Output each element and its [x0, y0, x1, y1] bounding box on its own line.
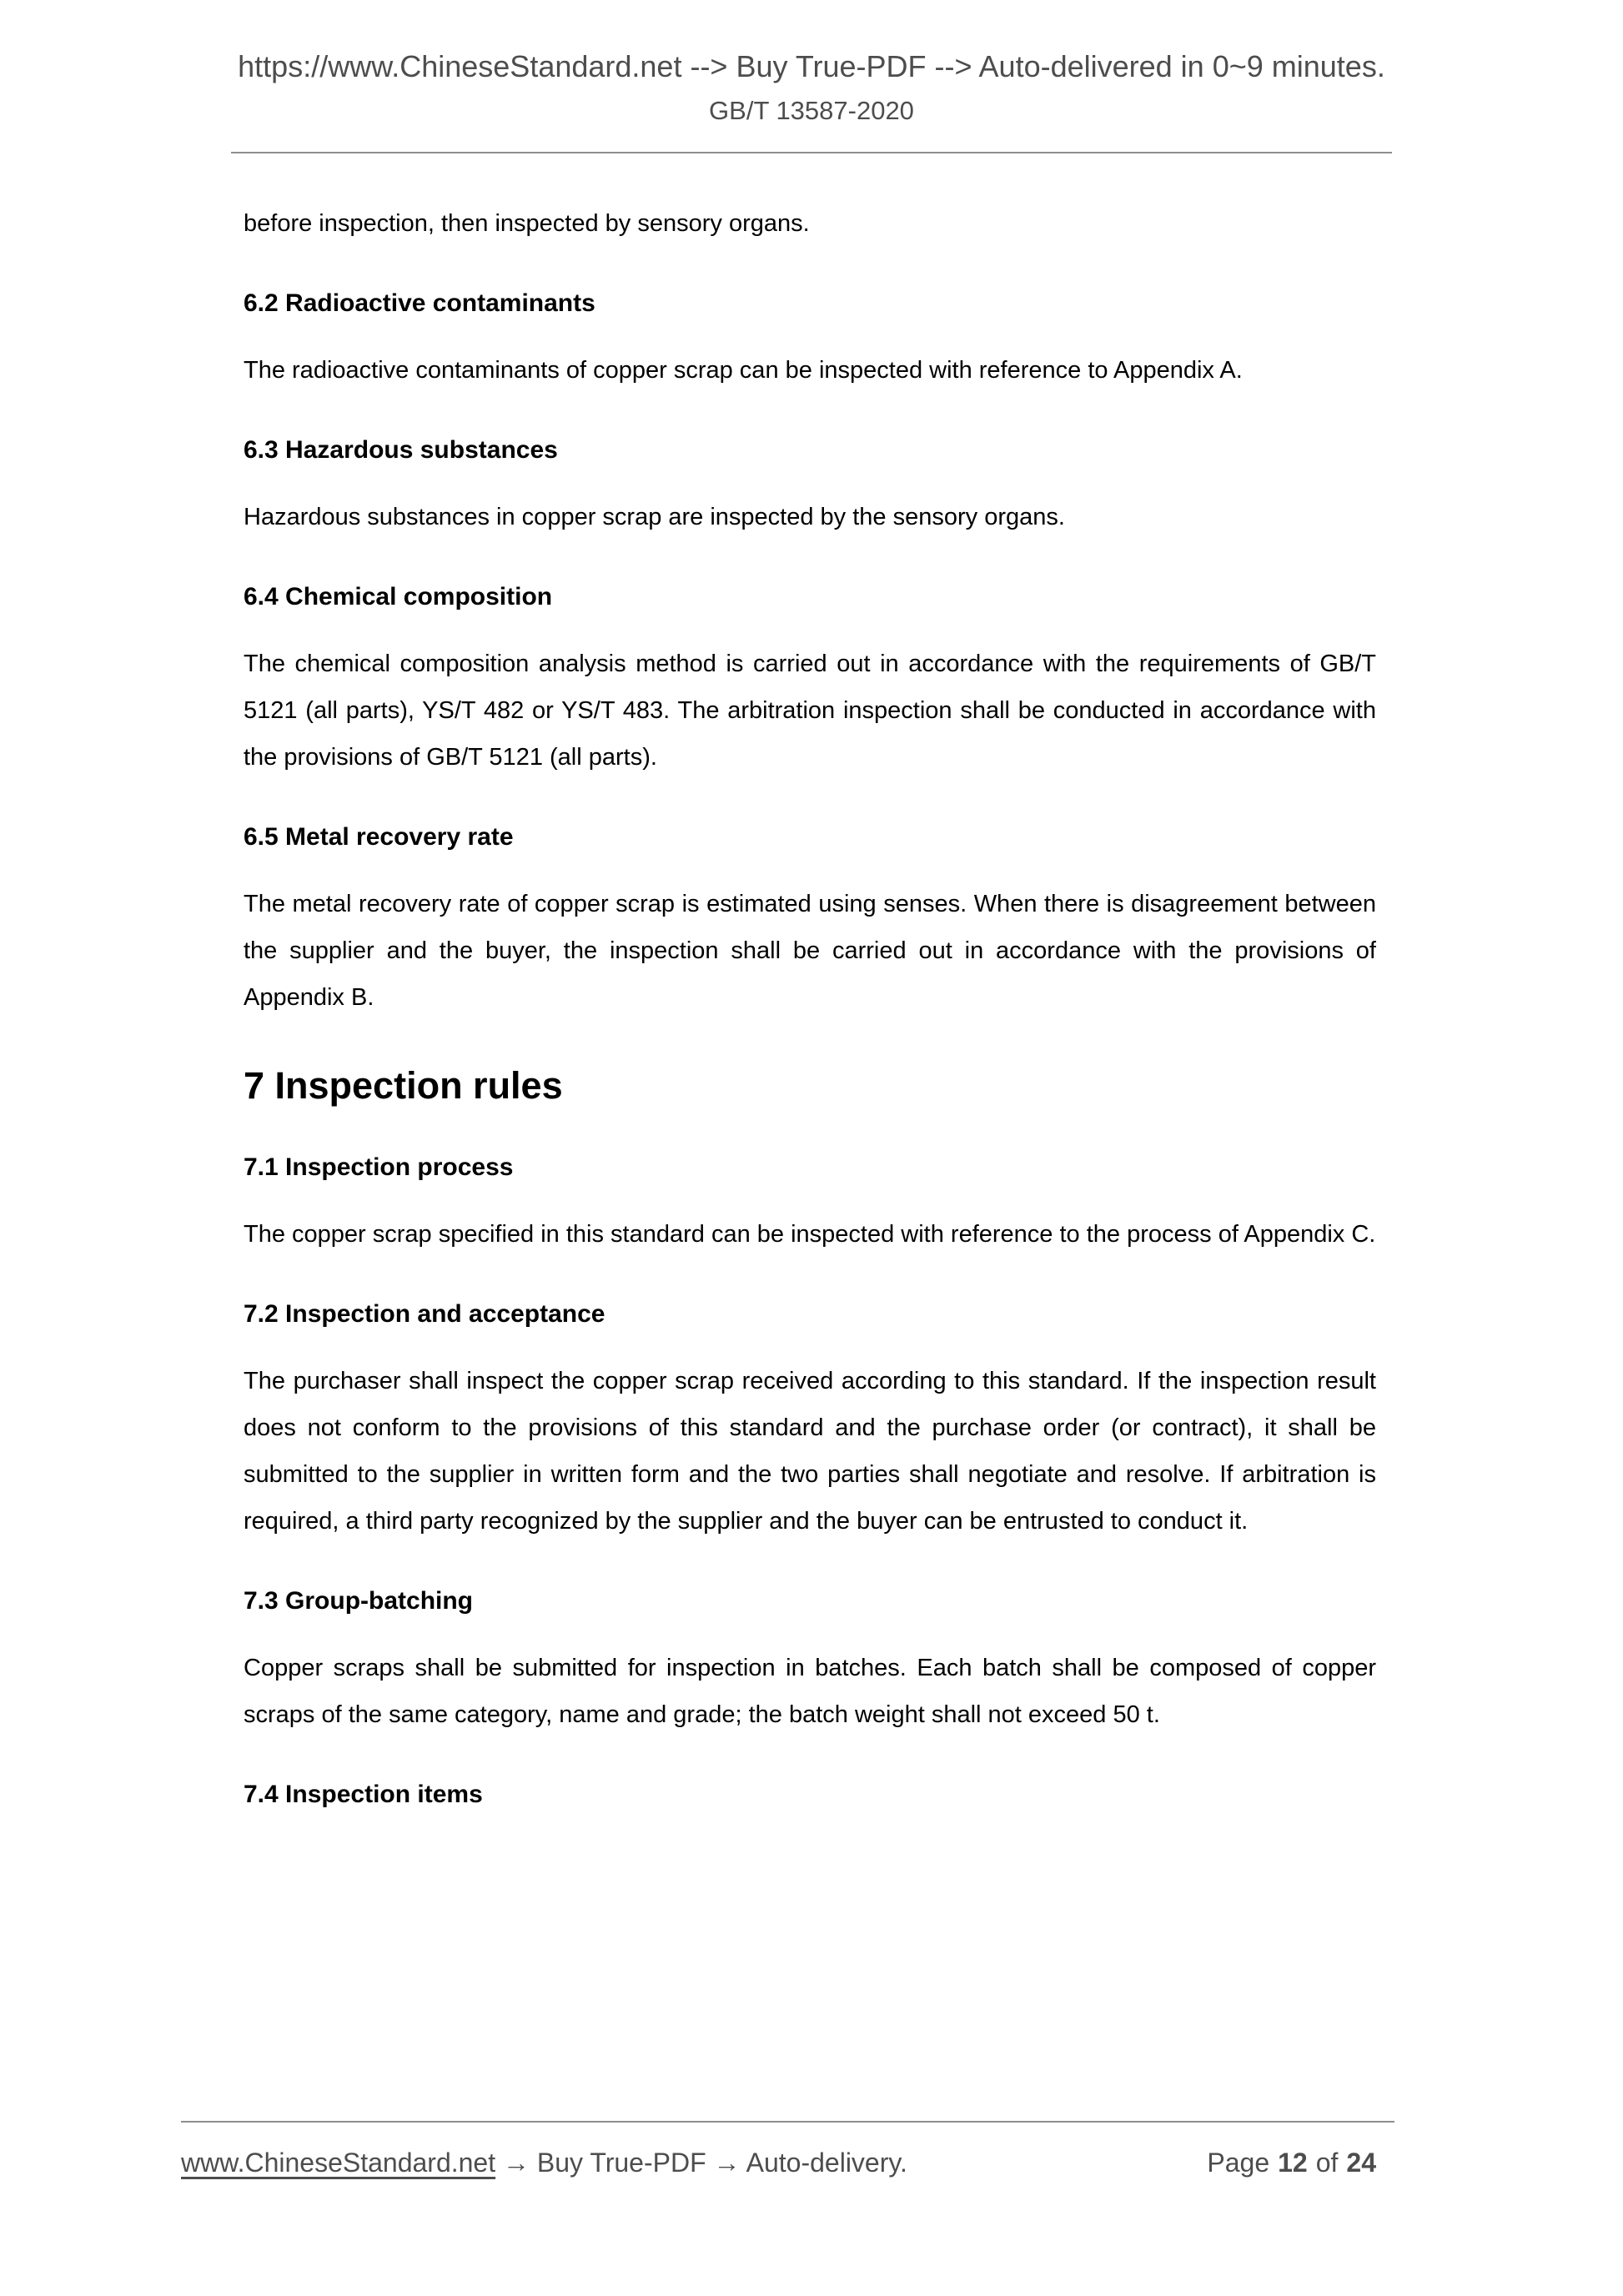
section-heading-7-1: 7.1 Inspection process: [244, 1153, 514, 1181]
header-divider: [231, 152, 1392, 153]
section-heading-6-3: 6.3 Hazardous substances: [244, 436, 558, 464]
chapter-heading-7: 7 Inspection rules: [244, 1064, 563, 1107]
section-paragraph-7-1: The copper scrap specified in this standard can be inspected with reference to the process of Appendix C.: [244, 1221, 1376, 1248]
page-header: [0, 0, 1623, 153]
footer-site-link[interactable]: www.ChineseStandard.net: [181, 2148, 496, 2178]
section-paragraph-7-3: Copper scraps shall be submitted for inspection in batches. Each batch shall be composed of copper scraps of the same category, name and grade; the batch weight shall not exceed 50 t.: [244, 1655, 1376, 1728]
section-paragraph-7-2: The purchaser shall inspect the copper scrap received according to this standard. If the inspection result does not conform to the provisions of this standard and the purchase order (or contract), it shall be submitted to the supplier in written form and the two parties shall negotiate and resolve. If arbitration is required, a third party recognized by the supplier and the buyer can be entrusted to conduct it.: [244, 1368, 1376, 1535]
page-of-label: of: [1315, 2148, 1339, 2178]
doc-number: GB/T 13587-2020: [709, 96, 914, 125]
section-paragraph-6-5: The metal recovery rate of copper scrap is estimated using senses. When there is disagreement between the supplier and the buyer, the inspection shall be carried out in accordance with the provisions of Appendix B.: [244, 891, 1376, 1011]
section-paragraph-6-3: Hazardous substances in copper scrap are inspected by the sensory organs.: [244, 504, 1065, 530]
section-heading-6-5: 6.5 Metal recovery rate: [244, 823, 514, 851]
page-label: Page: [1207, 2148, 1270, 2178]
section-heading-7-4: 7.4 Inspection items: [244, 1781, 483, 1808]
page-total: 24: [1346, 2148, 1376, 2178]
section-paragraph-6-2: The radioactive contaminants of copper scrap can be inspected with reference to Appendix A.: [244, 357, 1243, 384]
section-paragraph-6-4: The chemical composition analysis method is carried out in accordance with the requirements of GB/T 5121 (all parts), YS/T 482 or YS/T 483. The arbitration inspection shall be conducted in accordance with the provisions of GB/T 5121 (all parts).: [244, 651, 1376, 771]
footer-tagline: → Buy True-PDF → Auto-delivery.: [495, 2148, 907, 2178]
header-url-line: https://www.ChineseStandard.net --> Buy True-PDF --> Auto-delivered in 0~9 minutes.: [238, 49, 1385, 83]
paragraph-continuation: before inspection, then inspected by sensory organs.: [244, 210, 810, 237]
page-indicator: [1207, 2148, 1376, 2178]
section-heading-6-2: 6.2 Radioactive contaminants: [244, 289, 595, 317]
footer-divider: [181, 2121, 1394, 2123]
page-current: 12: [1278, 2148, 1308, 2178]
footer-site-line: [181, 2148, 907, 2178]
page-footer: [181, 2121, 1394, 2178]
document-body: [244, 200, 1376, 1818]
section-heading-7-2: 7.2 Inspection and acceptance: [244, 1300, 605, 1328]
section-heading-7-3: 7.3 Group-batching: [244, 1587, 474, 1615]
section-heading-6-4: 6.4 Chemical composition: [244, 583, 553, 610]
